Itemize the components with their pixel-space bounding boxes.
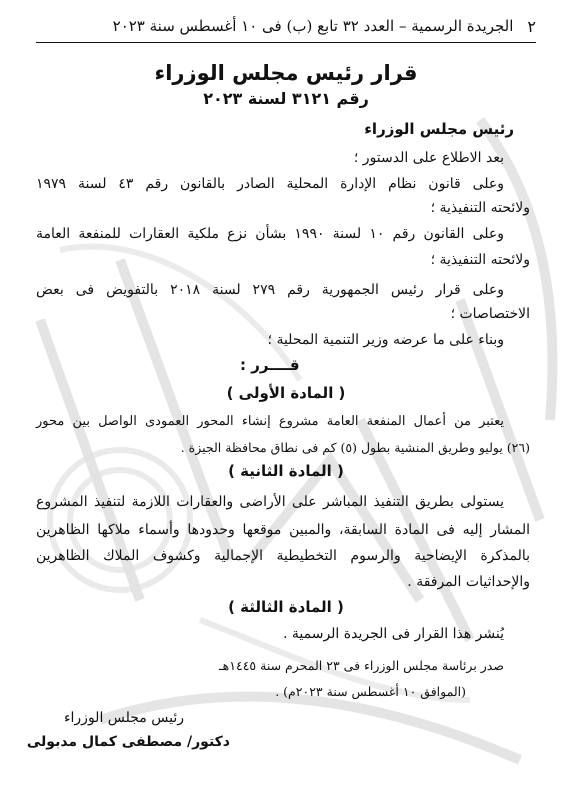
page-number: ٢ — [527, 16, 536, 36]
article-heading: ( المادة الثانية ) — [228, 462, 344, 480]
signature-name: دكتور/ مصطفى كمال مدبولى — [26, 734, 230, 750]
signature-title: رئيس مجلس الوزراء — [63, 710, 184, 726]
article-line: يُنشر هذا القرار فى الجريدة الرسمية . — [282, 626, 504, 642]
article-line: المشار إليه فى المادة السابقة، والمبين موقعها وحدودها وأسماء ملاكها الظاهرين — [36, 522, 530, 538]
article-line: (٢٦) يوليو وطريق المنشية بطول (٥) كم فى نطاق محافظة الجيزة . — [180, 440, 530, 455]
preamble-line: ولائحته التنفيذية ؛ — [430, 252, 530, 268]
running-header — [36, 14, 536, 38]
preamble-line: وعلى قرار رئيس الجمهورية رقم ٢٧٩ لسنة ٢٠١٨ بالتفويض فى بعض — [36, 282, 505, 298]
issued-date-hijri: صدر برئاسة مجلس الوزراء فى ٢٣ المحرم سنة ١٤٤٥هـ — [219, 658, 504, 673]
decree-number: رقم ٣١٢١ لسنة ٢٠٢٣ — [203, 89, 369, 108]
header-divider — [36, 42, 536, 43]
preamble-line: وعلى قانون نظام الإدارة المحلية الصادر بالقانون رقم ٤٣ لسنة ١٩٧٩ — [36, 176, 504, 192]
preamble-line: بعد الاطلاع على الدستور ؛ — [353, 150, 504, 166]
preamble-line: وبناء على ما عرضه وزير التنمية المحلية ؛ — [267, 332, 504, 348]
article-line: يعتبر من أعمال المنفعة العامة مشروع إنشاء المحور العمودى الواصل بين محور — [36, 414, 504, 429]
preamble-line: وعلى القانون رقم ١٠ لسنة ١٩٩٠ بشأن نزع ملكية العقارات للمنفعة العامة — [36, 226, 505, 242]
issued-date-gregorian: (الموافق ١٠ أغسطس سنة ٢٠٢٣م) . — [275, 684, 466, 699]
preamble-line: الاختصاصات ؛ — [450, 306, 530, 322]
decree-titles — [0, 58, 572, 110]
article-line: يستولى بطريق التنفيذ المباشر على الأراضى والعقارات اللازمة لتنفيذ المشروع — [36, 494, 504, 510]
article-heading: ( المادة الأولى ) — [226, 384, 346, 402]
preamble-line: ولائحته التنفيذية ؛ — [430, 200, 530, 216]
article-heading: ( المادة الثالثة ) — [228, 598, 344, 616]
decides-heading: قــــرر : — [240, 356, 300, 374]
running-title: الجريدة الرسمية – العدد ٣٢ تابع (ب) فى ١٠ أغسطس سنة ٢٠٢٣ — [112, 17, 514, 35]
article-line: بالمذكرة الإيضاحية والرسوم التخطيطية الإجمالية وكشوف الملاك الظاهرين — [36, 548, 530, 564]
issuing-authority: رئيس مجلس الوزراء — [364, 120, 514, 138]
decree-title: قرار رئيس مجلس الوزراء — [154, 61, 418, 85]
article-line: والإحداثيات المرفقة . — [407, 574, 530, 590]
